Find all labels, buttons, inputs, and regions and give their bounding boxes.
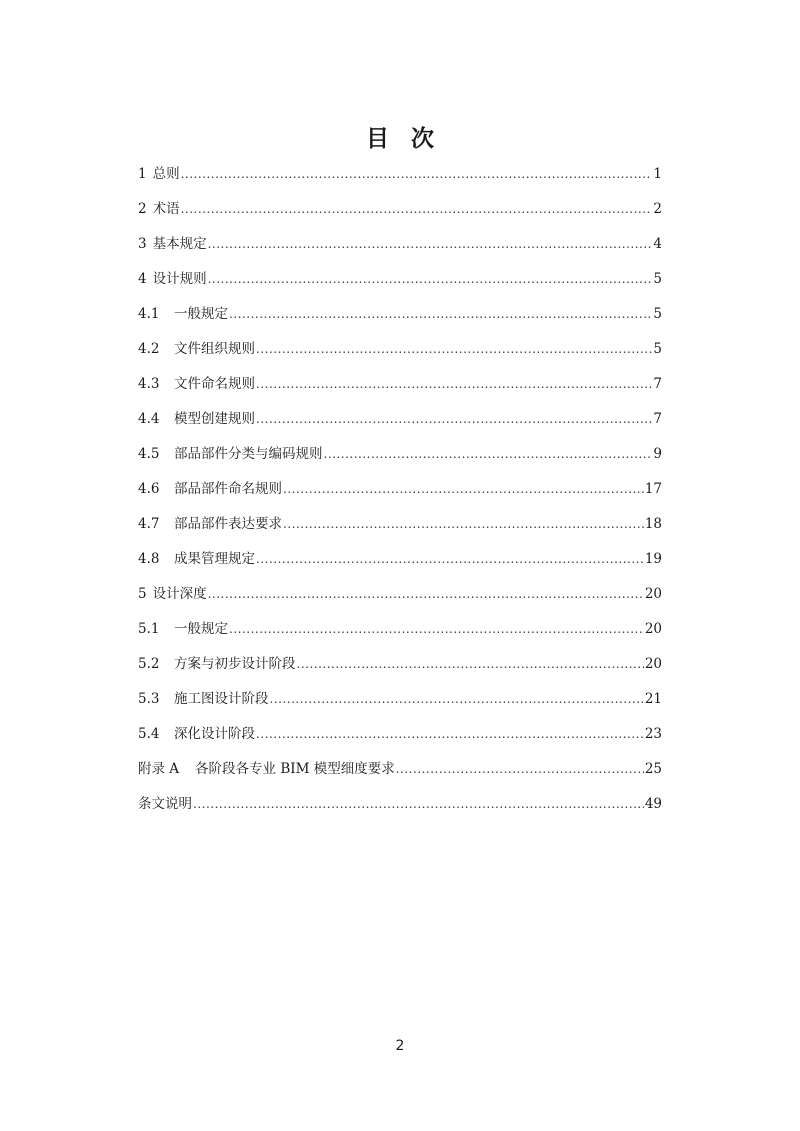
toc-label: 基本规定 — [152, 236, 207, 252]
toc-label: 部品部件表达要求 — [174, 516, 282, 532]
toc-page: 20 — [644, 656, 662, 672]
toc-number: 4.5 — [138, 446, 160, 462]
toc-entry-4-5[interactable] — [138, 437, 662, 472]
toc-entry-4-6[interactable] — [138, 472, 662, 507]
toc-number: 4.8 — [138, 551, 160, 567]
toc-entry-3[interactable] — [138, 227, 662, 262]
toc-page: 18 — [644, 516, 662, 532]
toc-entry-4-1[interactable] — [138, 297, 662, 332]
toc-entry-5-2[interactable] — [138, 647, 662, 682]
toc-label: 成果管理规定 — [174, 551, 255, 567]
toc-entry-5-3[interactable] — [138, 682, 662, 717]
page-number: 2 — [395, 1038, 405, 1054]
toc-page: 7 — [653, 376, 662, 392]
dot-leader — [270, 682, 644, 717]
toc-number: 4.3 — [138, 376, 160, 392]
toc-entry-5[interactable] — [138, 577, 662, 612]
toc-page: 5 — [653, 271, 662, 287]
toc-number: 4.1 — [138, 306, 160, 322]
dot-leader — [229, 612, 644, 647]
toc-label: 一般规定 — [174, 306, 228, 322]
dot-leader — [193, 787, 644, 822]
toc-page: 21 — [644, 691, 662, 707]
toc-page: 20 — [644, 586, 662, 602]
toc-label: 设计规则 — [152, 271, 207, 287]
dot-leader — [297, 647, 644, 682]
dot-leader — [396, 752, 644, 787]
toc-entry-4-7[interactable] — [138, 507, 662, 542]
toc-label: 施工图设计阶段 — [174, 691, 269, 707]
toc-entry-4-3[interactable] — [138, 367, 662, 402]
toc-number: 4.2 — [138, 341, 160, 357]
dot-leader — [208, 577, 644, 612]
toc-entry-5-4[interactable] — [138, 717, 662, 752]
toc-page: 19 — [644, 551, 662, 567]
dot-leader — [256, 332, 652, 367]
toc-label: 深化设计阶段 — [174, 726, 255, 742]
toc-entry-4-4[interactable] — [138, 402, 662, 437]
dot-leader — [181, 157, 653, 192]
page-title — [0, 120, 800, 153]
toc-label: 方案与初步设计阶段 — [174, 656, 296, 672]
toc-page: 20 — [644, 621, 662, 637]
toc-number: 5.4 — [138, 726, 160, 742]
toc-page: 7 — [653, 411, 662, 427]
toc-entry-2[interactable] — [138, 192, 662, 227]
toc-label: 模型创建规则 — [174, 411, 255, 427]
toc-label: 术语 — [152, 201, 180, 217]
toc-number: 附录 A — [138, 761, 180, 777]
toc-page: 25 — [644, 761, 662, 777]
toc-label: 总则 — [152, 166, 180, 182]
toc-label: 文件组织规则 — [174, 341, 255, 357]
toc-label: 文件命名规则 — [174, 376, 255, 392]
toc-number: 5 — [138, 586, 147, 602]
title-char-2: 次 — [411, 125, 434, 152]
toc-number: 5.3 — [138, 691, 160, 707]
toc-page: 4 — [653, 236, 662, 252]
toc-number: 5.1 — [138, 621, 160, 637]
toc-page: 1 — [653, 166, 662, 182]
dot-leader — [324, 437, 653, 472]
toc-entry-5-1[interactable] — [138, 612, 662, 647]
toc-number: 4.6 — [138, 481, 160, 497]
dot-leader — [256, 367, 652, 402]
toc-number: 3 — [138, 236, 147, 252]
toc-label: 部品部件命名规则 — [174, 481, 282, 497]
toc-label: 一般规定 — [174, 621, 228, 637]
toc-page: 5 — [653, 341, 662, 357]
table-of-contents — [138, 157, 662, 822]
toc-label: 设计深度 — [152, 586, 207, 602]
title-char-1: 目 — [366, 125, 389, 152]
toc-page: 23 — [644, 726, 662, 742]
dot-leader — [208, 262, 653, 297]
dot-leader — [256, 717, 644, 752]
toc-number: 4 — [138, 271, 147, 287]
toc-number: 5.2 — [138, 656, 160, 672]
toc-label: 各阶段各专业 BIM 模型细度要求 — [195, 761, 395, 777]
toc-label: 部品部件分类与编码规则 — [174, 446, 323, 462]
toc-page: 5 — [653, 306, 662, 322]
dot-leader — [256, 542, 644, 577]
toc-number: 1 — [138, 166, 147, 182]
toc-entry-4-8[interactable] — [138, 542, 662, 577]
toc-page: 2 — [653, 201, 662, 217]
toc-entry-4[interactable] — [138, 262, 662, 297]
dot-leader — [229, 297, 652, 332]
toc-entry-appendix-a[interactable] — [138, 752, 662, 787]
toc-label: 条文说明 — [138, 796, 192, 812]
dot-leader — [208, 227, 653, 262]
dot-leader — [283, 472, 644, 507]
toc-page: 17 — [644, 481, 662, 497]
toc-entry-1[interactable] — [138, 157, 662, 192]
dot-leader — [181, 192, 653, 227]
dot-leader — [256, 402, 652, 437]
toc-number: 4.7 — [138, 516, 160, 532]
toc-number: 4.4 — [138, 411, 160, 427]
toc-page: 49 — [644, 796, 662, 812]
toc-page: 9 — [653, 446, 662, 462]
toc-number: 2 — [138, 201, 147, 217]
toc-entry-4-2[interactable] — [138, 332, 662, 367]
dot-leader — [283, 507, 644, 542]
toc-entry-explanation[interactable] — [138, 787, 662, 822]
